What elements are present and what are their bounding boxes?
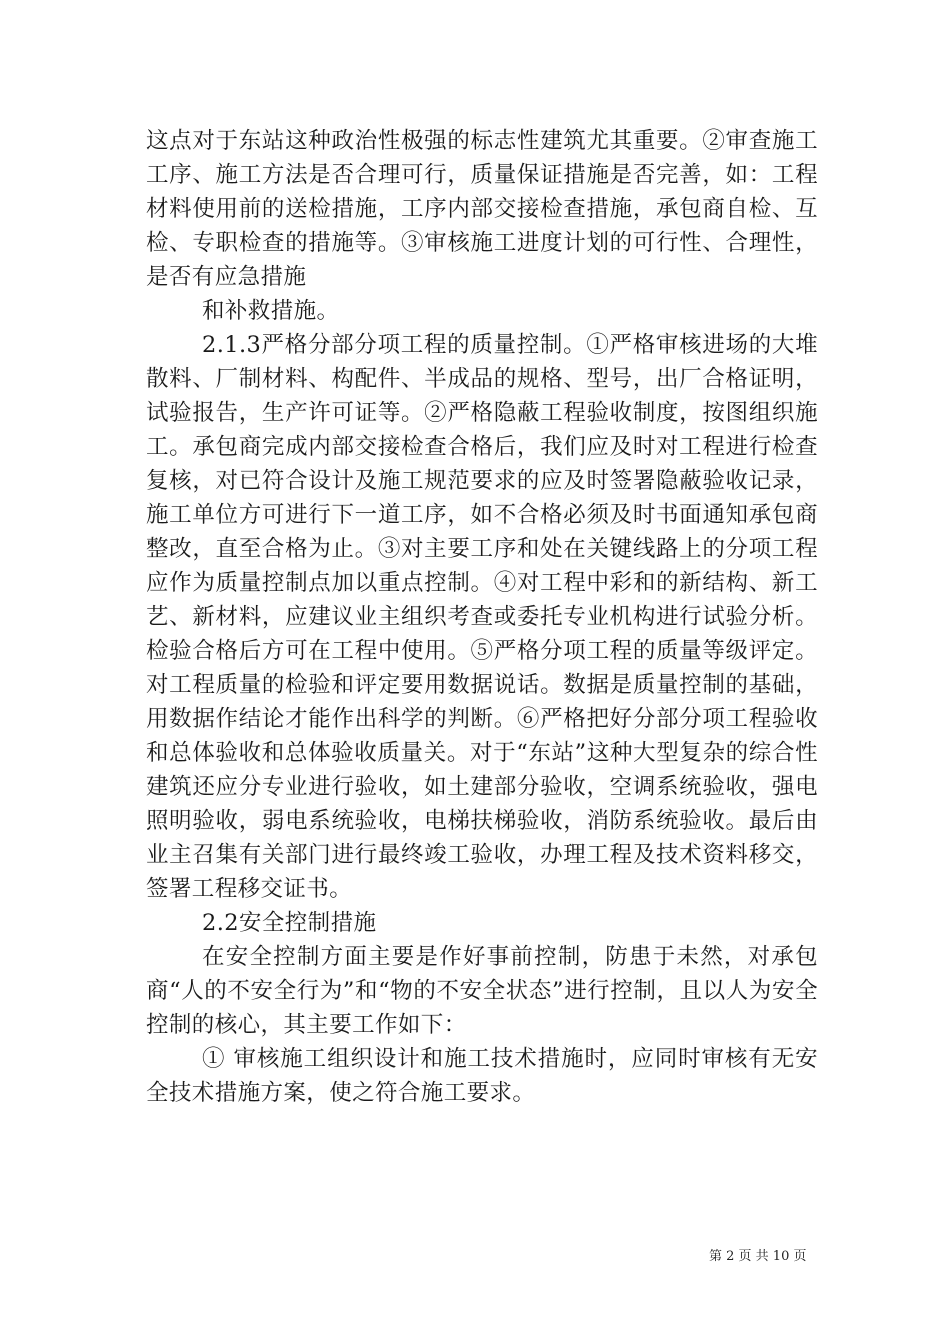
page-number-footer: 第 2 页 共 10 页 bbox=[709, 1249, 807, 1264]
paragraph-2-1-3-quality-control: 2.1.3严格分部分项工程的质量控制。①严格审核进场的大堆散料、厂制材料、构配件、半成品的规格、型号，出厂合格证明，试验报告，生产许可证等。②严格隐蔽工程验收制度，按图组织施工。承包商完成内部交接检查合格后，我们应及时对工程进行检查复核，对已符合设计及施工规范要求的应及时签署隐蔽验收记录，施工单位方可进行下一道工序，如不合格必须及时书面通知承包商整改，直至合格为止。③对主要工序和处在关键线路上的分项工程应作为质量控制点加以重点控制。④对工程中彩和的新结构、新工艺、新材料，应建议业主组织考查或委托专业机构进行试验分析。检验合格后方可在工程中使用。⑤严格分项工程的质量等级评定。对工程质量的检验和评定要用数据说话。数据是质量控制的基础，用数据作结论才能作出科学的判断。⑥严格把好分部分项工程验收和总体验收和总体验收质量关。对于“东站”这种大型复杂的综合性建筑还应分专业进行验收，如土建部分验收，空调系统验收，强电照明验收，弱电系统验收，电梯扶梯验收，消防系统验收。最后由业主召集有关部门进行最终竣工验收，办理工程及技术资料移交，签署工程移交证书。 bbox=[146, 332, 818, 902]
paragraph-intro-continuation: 这点对于东站这种政治性极强的标志性建筑尤其重要。②审查施工工序、施工方法是否合理可行，质量保证措施是否完善，如：工程材料使用前的送检措施，工序内部交接检查措施，承包商自检、互检、专职检查的措施等。③审核施工进度计划的可行性、合理性，是否有应急措施 bbox=[146, 128, 818, 290]
paragraph-remedial-measures: 和补救措施。 bbox=[202, 298, 340, 324]
heading-2-2-safety-control: 2.2安全控制措施 bbox=[202, 910, 377, 936]
paragraph-safety-intro: 在安全控制方面主要是作好事前控制，防患于未然，对承包商“人的不安全行为”和“物的不安全状态”进行控制，且以人为安全控制的核心，其主要工作如下： bbox=[146, 944, 818, 1038]
document-body bbox=[146, 124, 818, 1110]
paragraph-safety-item-1: ① 审核施工组织设计和施工技术措施时，应同时审核有无安全技术措施方案，使之符合施工要求。 bbox=[146, 1046, 818, 1106]
